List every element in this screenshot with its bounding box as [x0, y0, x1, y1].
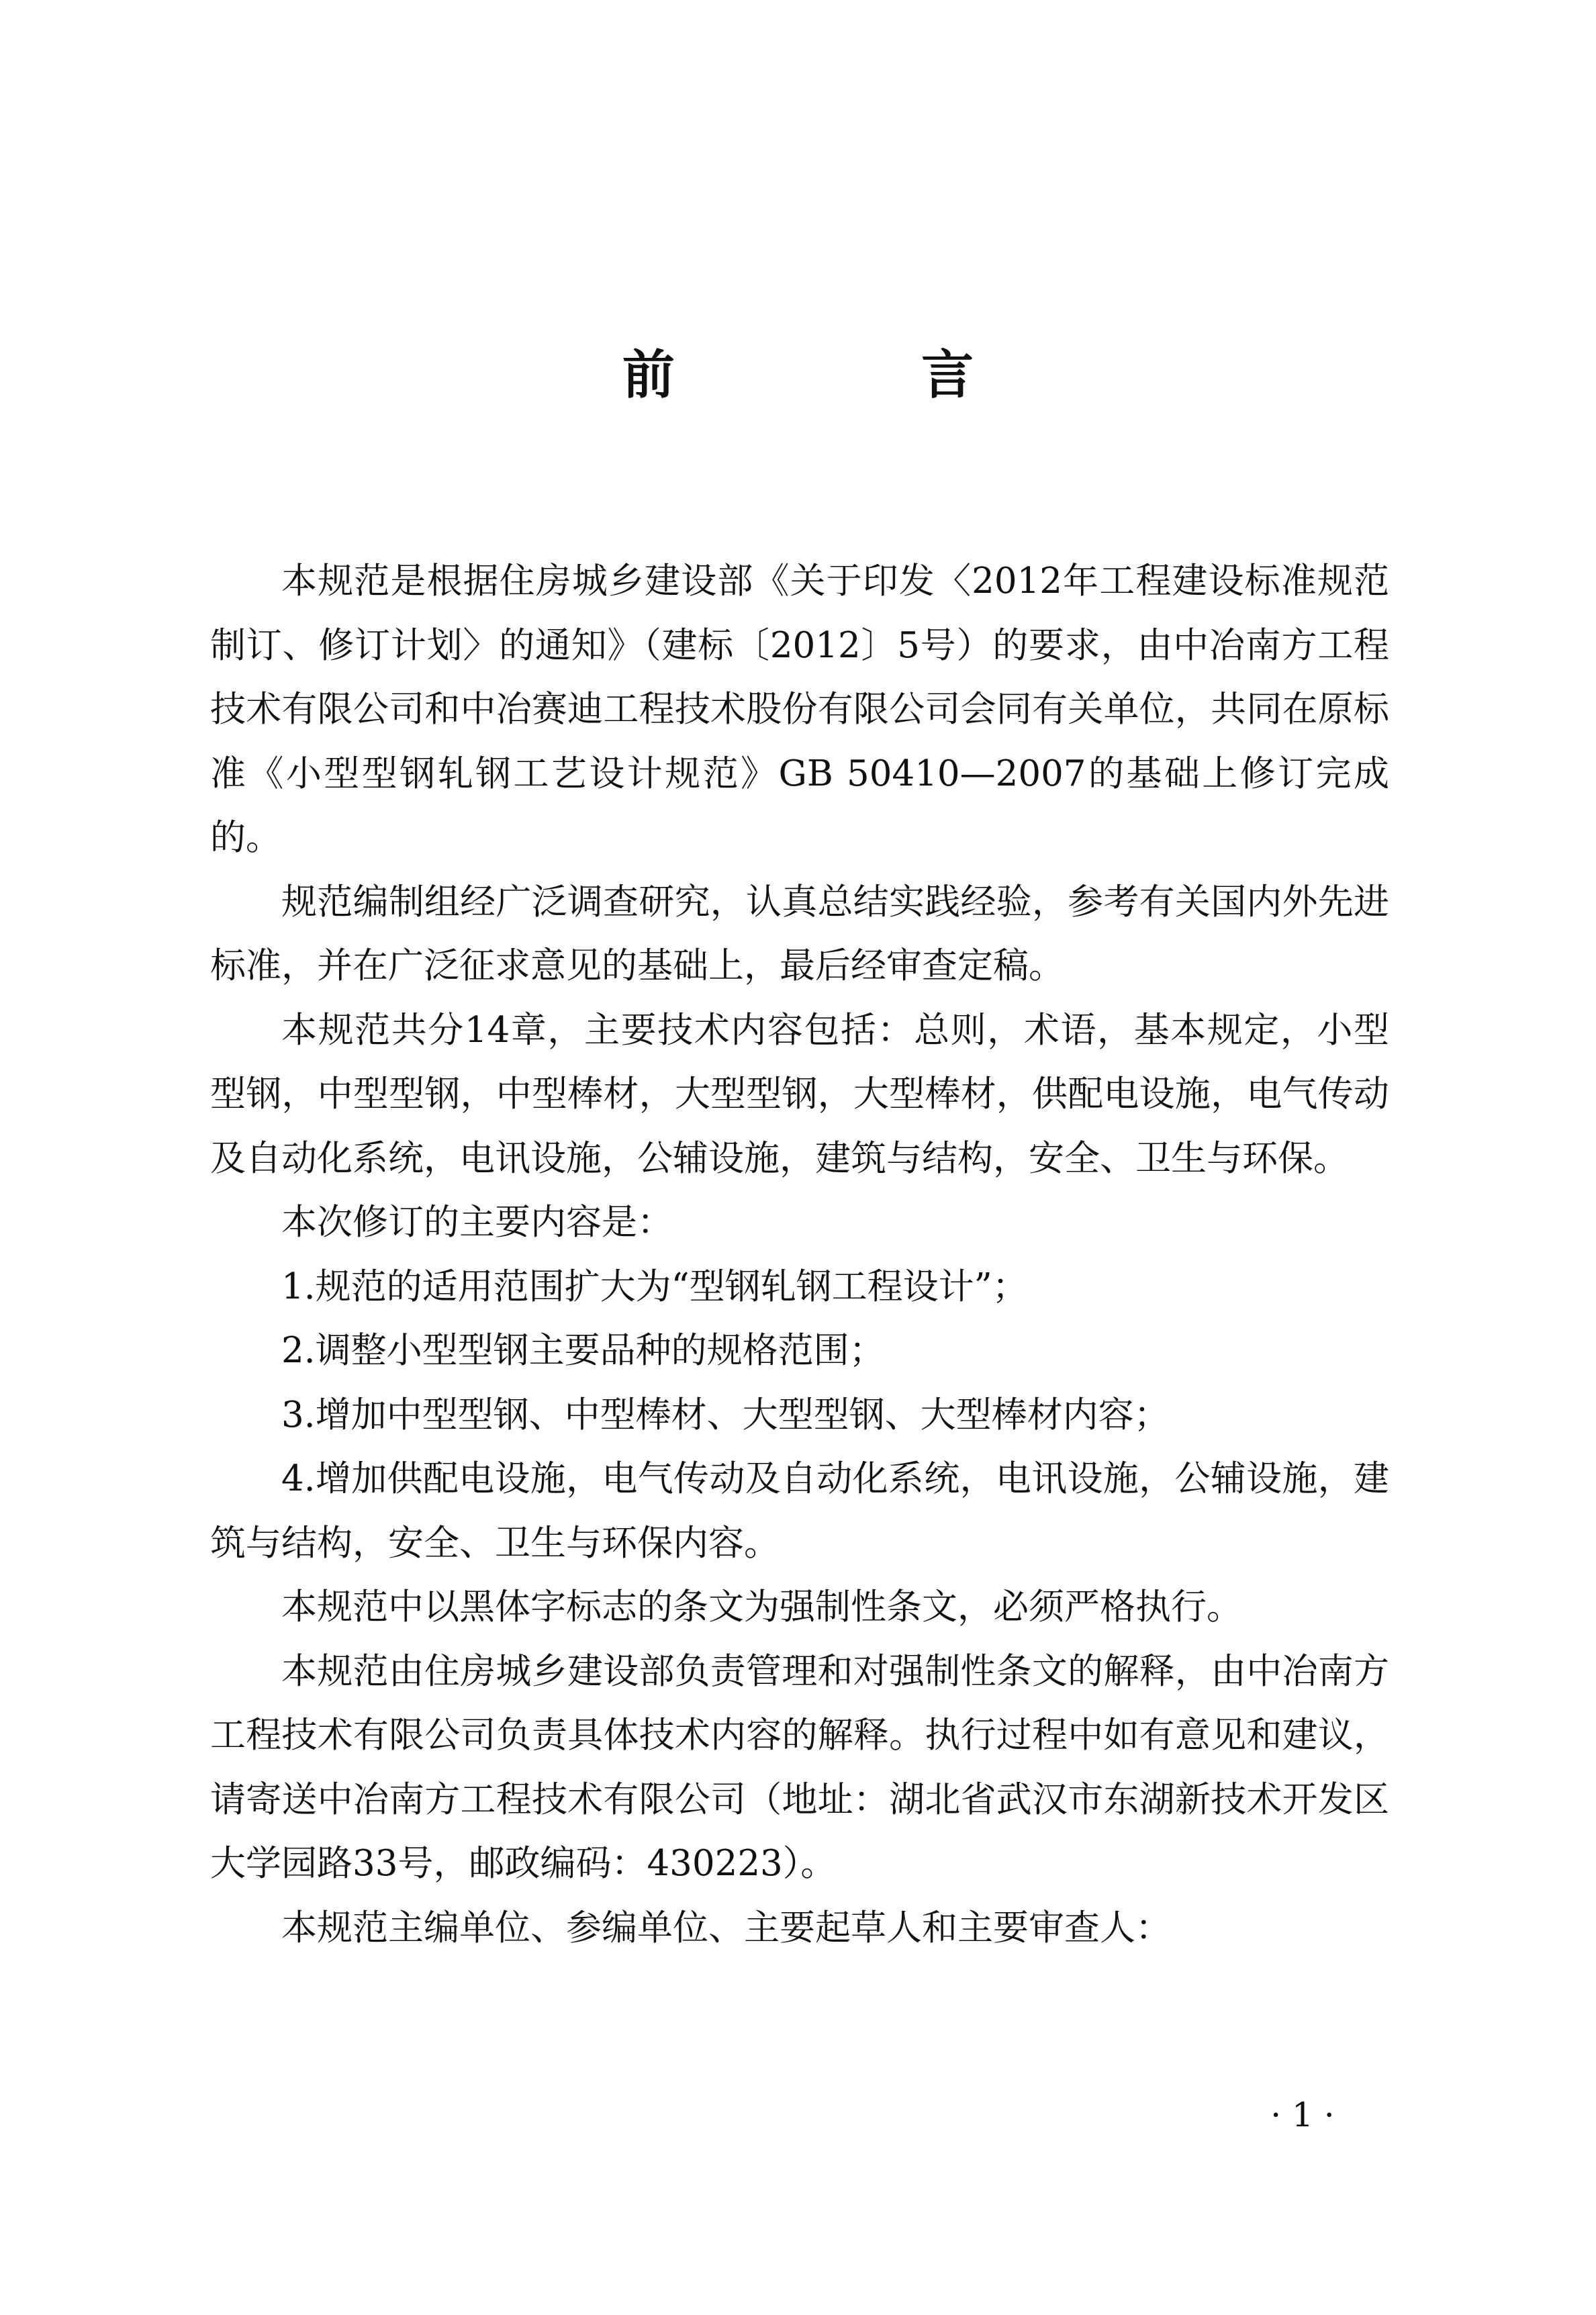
paragraph-revision-item-2: 2.调整小型型钢主要品种的规格范围； — [281, 1330, 885, 1371]
paragraph-contents: 本规范共分14章，主要技术内容包括：总则，术语，基本规定，小型型钢，中型型钢，中型棒材，大型型钢，大型棒材，供配电设施，电气传动及自动化系统，电讯设施，公辅设施，建筑与结构，安全、卫生与环保。 — [210, 1009, 1389, 1179]
paragraph-management: 本规范由住房城乡建设部负责管理和对强制性条文的解释，由中冶南方工程技术有限公司负责具体技术内容的解释。执行过程中如有意见和建议，请寄送中冶南方工程技术有限公司（地址：湖北省武汉市东湖新技术开发区大学园路33号，邮政编码：430223）。 — [210, 1650, 1389, 1884]
paragraph-basis: 本规范是根据住房城乡建设部《关于印发〈2012年工程建设标准规范制订、修订计划〉的通知》（建标〔2012〕5号）的要求，由中冶南方工程技术有限公司和中冶赛迪工程技术股份有限公司会同有关单位，共同在原标准《小型型钢轧钢工艺设计规范》GB 50410—2007的基础上修订完成的。 — [210, 561, 1389, 858]
paragraph-compilation: 规范编制组经广泛调查研究，认真总结实践经验，参考有关国内外先进标准，并在广泛征求意见的基础上，最后经审查定稿。 — [210, 881, 1389, 986]
paragraph-mandatory: 本规范中以黑体字标志的条文为强制性条文，必须严格执行。 — [281, 1587, 1242, 1627]
paragraph-revision-item-4: 4.增加供配电设施，电气传动及自动化系统，电讯设施，公辅设施，建筑与结构，安全、卫生与环保内容。 — [210, 1458, 1389, 1564]
paragraph-revision-intro: 本次修订的主要内容是： — [281, 1202, 673, 1243]
page-number: · 1 · — [1270, 2095, 1335, 2134]
document-body — [210, 549, 1389, 1960]
page-title: 前 言 — [622, 345, 1088, 406]
paragraph-revision-item-1: 1.规范的适用范围扩大为“型钢轧钢工程设计”； — [281, 1266, 1028, 1307]
paragraph-contributors: 本规范主编单位、参编单位、主要起草人和主要审查人： — [281, 1907, 1171, 1948]
paragraph-revision-item-3: 3.增加中型型钢、中型棒材、大型型钢、大型棒材内容； — [281, 1394, 1170, 1435]
